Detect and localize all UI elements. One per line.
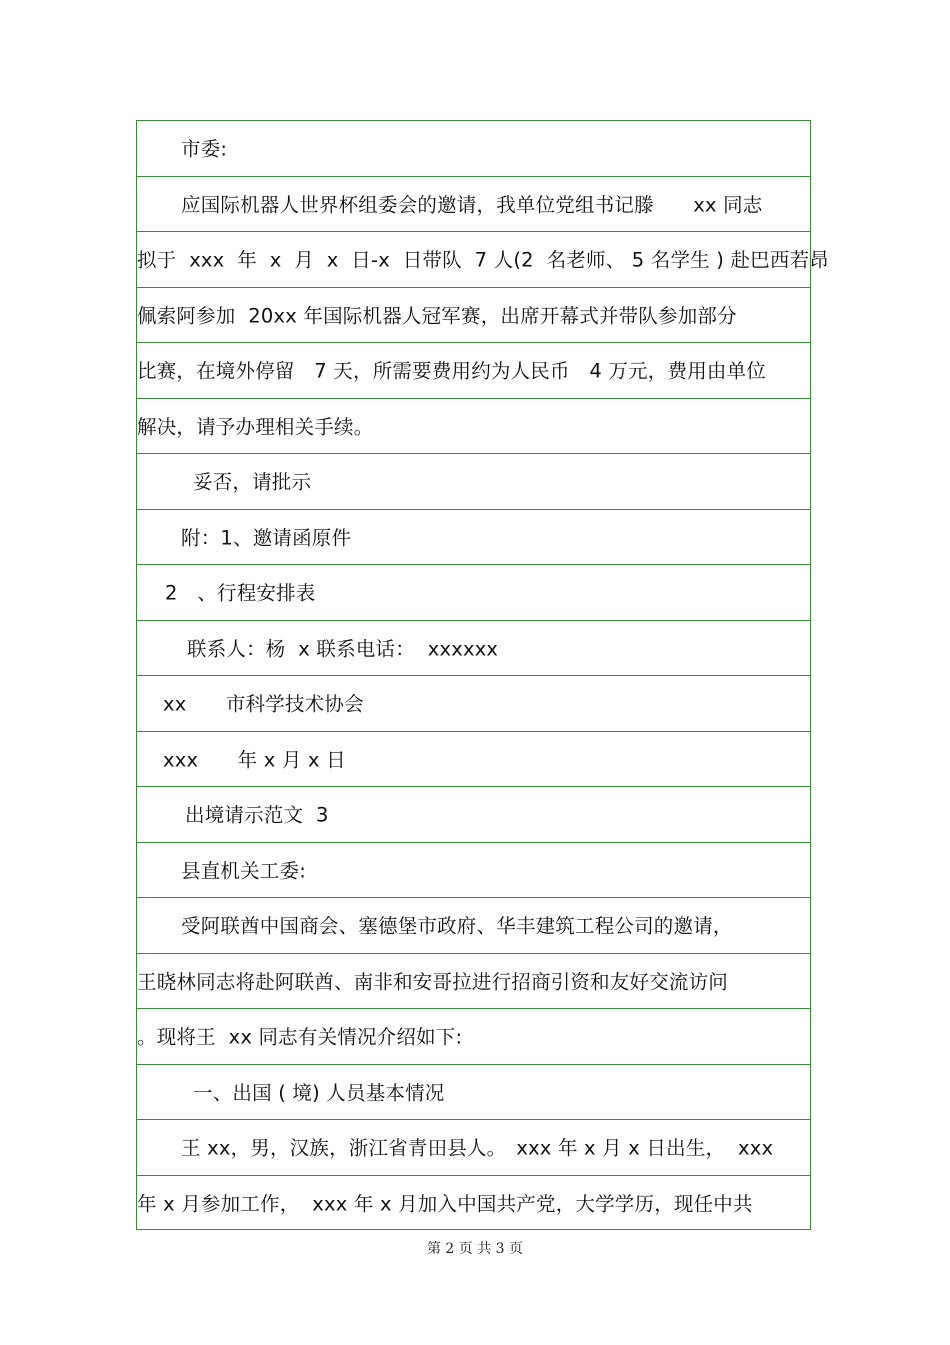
text-row [137,843,810,899]
salutation-line: 县直机关工委: [181,859,306,883]
attachment-line: 附：1、邀请函原件 [181,526,352,550]
body-line: 王晓林同志将赴阿联酋、南非和安哥拉进行招商引资和友好交流访问 [137,970,729,994]
page-footer: 第 2 页 共 3 页 [426,1241,524,1257]
text-row [137,399,810,455]
text-row [137,565,810,621]
text-row [137,898,810,954]
approval-line: 妥否，请批示 [193,470,312,494]
body-line: 应国际机器人世界杯组委会的邀请，我单位党组书记滕 xx 同志 [181,193,763,217]
heading-line: 一、出国 ( 境) 人员基本情况 [193,1081,445,1105]
body-line: 佩索阿参加 20xx 年国际机器人冠军赛，出席开幕式并带队参加部分 [137,304,737,328]
text-row [137,288,810,344]
text-row [137,177,810,233]
section-title: 出境请示范文 3 [185,803,329,827]
body-line: 拟于 xxx 年 x 月 x 日-x 日带队 7 人(2 名老师、 5 名学生 ) 赴巴西若昂 [137,248,829,272]
signature-org-line: xx 市科学技术协会 [163,692,364,716]
text-row [137,121,810,177]
text-row [137,232,829,288]
date-line: xxx 年 x 月 x 日 [163,748,346,772]
body-line: 王 xx，男，汉族，浙江省青田县人。 xxx 年 x 月 x 日出生， xxx [181,1136,774,1160]
document-frame [136,120,829,1230]
attachment-line: 2 、行程安排表 [165,581,316,605]
text-row [137,1065,810,1121]
contact-line: 联系人：杨 x 联系电话： xxxxxx [187,637,499,661]
salutation-line: 市委: [181,137,228,161]
text-row [137,787,810,843]
text-row [137,1176,810,1232]
body-line: 解决，请予办理相关手续。 [137,415,374,439]
body-line: 年 x 月参加工作， xxx 年 x 月加入中国共产党，大学学历，现任中共 [137,1192,753,1216]
text-row [137,510,810,566]
body-line: 。现将王 xx 同志有关情况介绍如下: [137,1025,463,1049]
text-row [137,343,810,399]
text-row [137,1009,810,1065]
body-line: 比赛，在境外停留 7 天，所需要费用约为人民币 4 万元，费用由单位 [137,359,767,383]
body-line: 受阿联酋中国商会、塞德堡市政府、华丰建筑工程公司的邀请， [181,914,733,938]
text-row [137,954,810,1010]
text-row [137,1120,810,1176]
text-row [137,454,810,510]
text-row [137,676,810,732]
text-row [137,621,810,677]
text-row [137,732,810,788]
